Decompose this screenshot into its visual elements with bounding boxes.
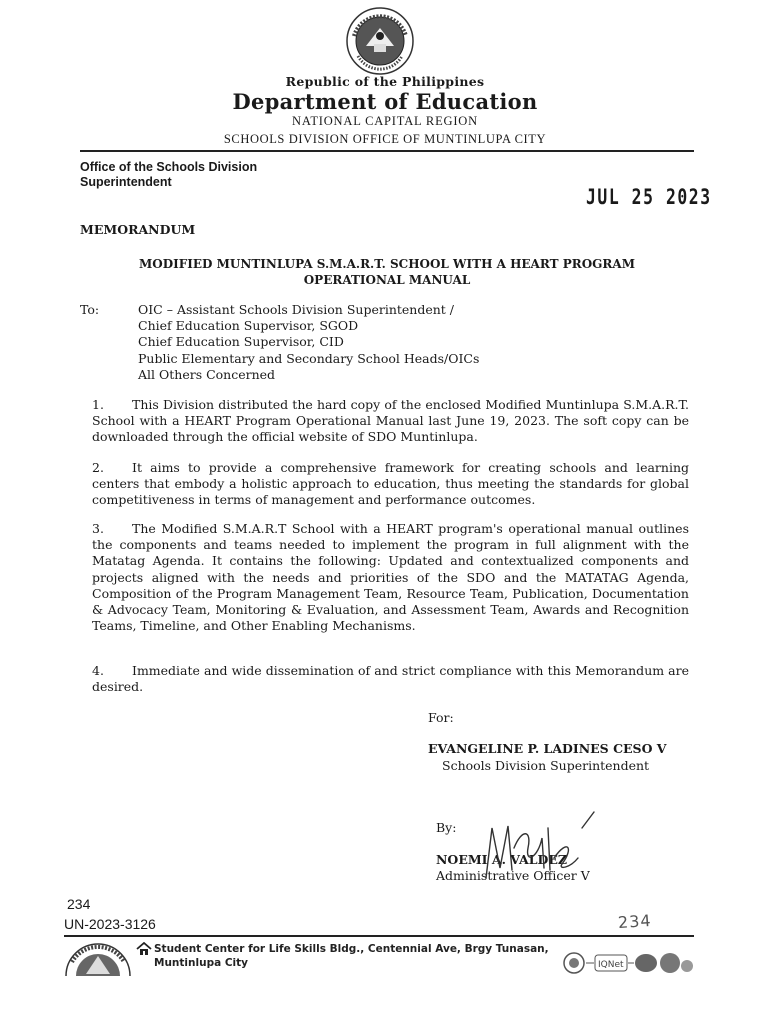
paragraph-4 (92, 663, 689, 695)
for-label: For: (428, 710, 454, 725)
region-heading: NATIONAL CAPITAL REGION (292, 114, 478, 128)
signatory-name: EVANGELINE P. LADINES CESO V (428, 741, 667, 756)
reference-number: UN-2023-3126 (64, 916, 156, 932)
iqnet-label: IQNet (598, 960, 624, 970)
recipient-list (138, 302, 479, 383)
document-count: 234 (67, 896, 91, 912)
paragraph-text: It aims to provide a comprehensive framework for creating schools and learning centers that embody a holistic approach to education, thus meeting the standards for global competitiveness in terms of management and performance outcomes. (92, 460, 689, 508)
recipient: Chief Education Supervisor, CID (138, 334, 344, 350)
paragraph-number: 2. (92, 460, 104, 475)
paragraph-2 (92, 460, 689, 509)
memo-subject (80, 256, 694, 288)
paragraph-text: Immediate and wide dissemination of and strict compliance with this Memorandum are desired. (92, 663, 689, 695)
address-line-2: Muntinlupa City (154, 957, 248, 969)
paragraph-number: 3. (92, 521, 104, 536)
subject-line-2: OPERATIONAL MANUAL (303, 273, 471, 287)
office-line-2: Superintendent (80, 175, 172, 189)
republic-heading: Republic of the Philippines (285, 74, 485, 89)
signatory-title: Schools Division Superintendent (442, 758, 650, 773)
division-seal-logo (64, 940, 132, 976)
handwritten-signature (478, 808, 598, 888)
paragraph-number: 1. (92, 397, 104, 412)
issuing-office (80, 160, 310, 190)
home-icon (136, 942, 152, 956)
recipient: OIC – Assistant Schools Division Superintendent / (138, 302, 454, 317)
department-heading: Department of Education (232, 89, 538, 114)
officer-title: Administrative Officer V (436, 868, 590, 883)
certification-logos (562, 950, 702, 976)
date-stamp: JUL 25 2023 (586, 185, 712, 209)
paragraph-number: 4. (92, 663, 104, 678)
paragraph-3 (92, 521, 689, 634)
to-label: To: (80, 302, 100, 317)
office-address (154, 942, 549, 970)
paragraph-text: The Modified S.M.A.R.T School with a HEART program's operational manual outlines the components and teams needed to implement the program in full alignment with the Matatag Agenda. It contains the following: Updated and contextualized components and projects aligned with the needs and priorities of the SDO and the MATATAG Agenda, Composition of the Program Management Team, Resource Team, Publication, Documentation & Advocacy Team, Monitoring & Evaluation, and Assessment Team, Awards and Recognition Teams, Timeline, and Other Enabling Mechanisms. (92, 521, 689, 634)
handwritten-number: 234 (617, 910, 653, 933)
office-line-1: Office of the Schools Division (80, 160, 258, 174)
division-heading: SCHOOLS DIVISION OFFICE OF MUNTINLUPA CITY (223, 132, 547, 146)
officer-name: NOEMI A. VALDEZ (436, 852, 567, 867)
memorandum-label: MEMORANDUM (80, 222, 196, 237)
paragraph-1 (92, 397, 689, 446)
address-line-1: Student Center for Life Skills Bldg., Centennial Ave, Brgy Tunasan, (154, 943, 549, 955)
by-label: By: (436, 820, 457, 835)
deped-seal-logo (340, 6, 420, 76)
header-divider (80, 150, 694, 152)
paragraph-text: This Division distributed the hard copy of the enclosed Modified Muntinlupa S.M.A.R.T. School with a HEART Program Operational Manual last June 19, 2023. The soft copy can be downloaded through the official website of SDO Muntinlupa. (92, 397, 689, 445)
recipient: All Others Concerned (138, 366, 276, 382)
subject-line-1: MODIFIED MUNTINLUPA S.M.A.R.T. SCHOOL WITH A HEART PROGRAM (138, 257, 635, 271)
recipient: Public Elementary and Secondary School Heads/OICs (138, 350, 480, 366)
recipient: Chief Education Supervisor, SGOD (138, 318, 359, 334)
footer-divider (64, 935, 694, 937)
